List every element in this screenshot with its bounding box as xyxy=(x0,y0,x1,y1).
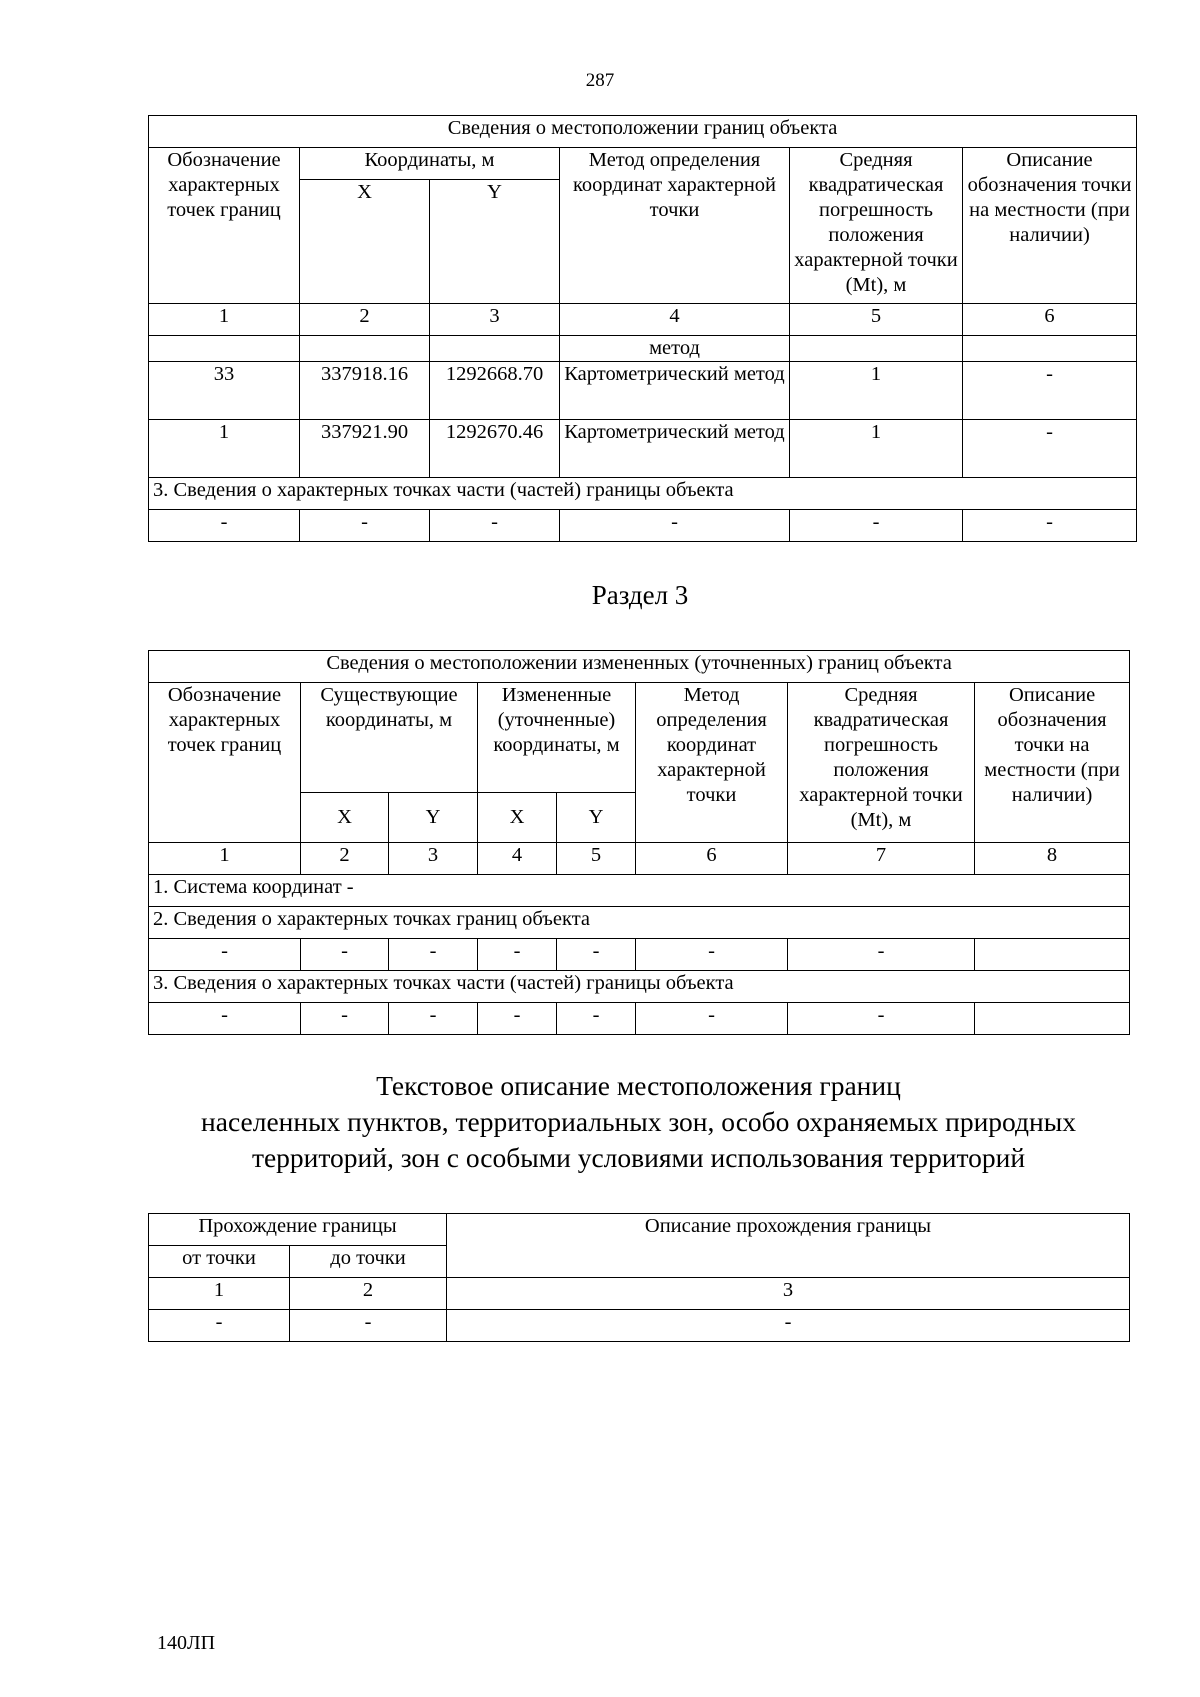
table-cell: - xyxy=(557,939,636,971)
table-cell: - xyxy=(301,939,389,971)
table-cell xyxy=(300,336,430,362)
description: - xyxy=(963,362,1137,420)
table-cell xyxy=(963,336,1137,362)
header-changed-y: Y xyxy=(557,793,636,843)
header-designation: Обозначение характерных точек границ xyxy=(149,148,300,304)
table-row xyxy=(149,362,1137,420)
title-line: Текстовое описание местоположения границ xyxy=(376,1070,901,1101)
column-number: 5 xyxy=(557,843,636,875)
table-cell: - xyxy=(430,510,560,542)
header-changed-coordinates: Измененные (уточненные) координаты, м xyxy=(478,683,636,793)
table-cell: - xyxy=(788,1003,975,1035)
error: 1 xyxy=(790,362,963,420)
table-row xyxy=(149,939,1130,971)
changed-boundary-table xyxy=(148,650,1130,1035)
table-cell: - xyxy=(149,510,300,542)
table-cell: - xyxy=(300,510,430,542)
column-number: 3 xyxy=(430,304,560,336)
section-row-part-points: 3. Сведения о характерных точках части (частей) границы объекта xyxy=(149,478,1137,510)
column-number: 1 xyxy=(149,1278,290,1310)
column-number: 1 xyxy=(149,843,301,875)
header-existing-y: Y xyxy=(389,793,478,843)
header-to-point: до точки xyxy=(290,1246,447,1278)
text-description-title xyxy=(148,1068,1129,1176)
coord-y: 1292668.70 xyxy=(430,362,560,420)
table-cell: - xyxy=(790,510,963,542)
column-number: 3 xyxy=(447,1278,1130,1310)
error: 1 xyxy=(790,420,963,478)
table-cell: - xyxy=(301,1003,389,1035)
page-number: 287 xyxy=(585,70,615,91)
table-cell: - xyxy=(557,1003,636,1035)
column-number-row xyxy=(149,1278,1130,1310)
point-id: 1 xyxy=(149,420,300,478)
table-cell: - xyxy=(788,939,975,971)
header-x: X xyxy=(300,180,430,304)
table-cell: - xyxy=(636,939,788,971)
table-cell: - xyxy=(636,1003,788,1035)
column-number: 2 xyxy=(290,1278,447,1310)
table-cell: - xyxy=(389,1003,478,1035)
table-row xyxy=(149,336,1137,362)
coord-x: 337921.90 xyxy=(300,420,430,478)
table-row xyxy=(149,510,1137,542)
header-passage-description: Описание прохождения границы xyxy=(447,1214,1130,1278)
header-description: Описание обозначения точки на местности (при наличии) xyxy=(963,148,1137,304)
section-row-part-points: 3. Сведения о характерных точках части (частей) границы объекта xyxy=(149,971,1130,1003)
table-cell: - xyxy=(478,939,557,971)
table-cell: метод xyxy=(560,336,790,362)
table-cell: - xyxy=(389,939,478,971)
column-number: 1 xyxy=(149,304,300,336)
column-number: 2 xyxy=(300,304,430,336)
method: Картометрический метод xyxy=(560,420,790,478)
table-cell xyxy=(790,336,963,362)
column-number: 3 xyxy=(389,843,478,875)
method: Картометрический метод xyxy=(560,362,790,420)
column-number: 7 xyxy=(788,843,975,875)
section-title: Раздел 3 xyxy=(591,580,689,610)
column-number: 6 xyxy=(963,304,1137,336)
header-y: Y xyxy=(430,180,560,304)
table-cell xyxy=(149,336,300,362)
table-row xyxy=(149,1310,1130,1342)
boundary-passage-table xyxy=(148,1213,1130,1342)
header-changed-x: X xyxy=(478,793,557,843)
title-line: территорий, зон с особыми условиями использования территорий xyxy=(251,1142,1026,1173)
table-cell: - xyxy=(149,939,301,971)
column-number-row xyxy=(149,843,1130,875)
column-number: 4 xyxy=(560,304,790,336)
column-number: 6 xyxy=(636,843,788,875)
table-cell: - xyxy=(478,1003,557,1035)
coord-x: 337918.16 xyxy=(300,362,430,420)
header-from-point: от точки xyxy=(149,1246,290,1278)
table-cell: - xyxy=(290,1310,447,1342)
table-cell: - xyxy=(149,1003,301,1035)
header-coordinates: Координаты, м xyxy=(300,148,560,180)
title-line: населенных пунктов, территориальных зон, особо охраняемых природных xyxy=(201,1106,1076,1137)
column-number-row xyxy=(149,304,1137,336)
description: - xyxy=(963,420,1137,478)
header-error: Средняя квадратическая погрешность положения характерной точки (Mt), м xyxy=(788,683,975,843)
column-number: 8 xyxy=(975,843,1130,875)
header-method: Метод определения координат характерной точки xyxy=(636,683,788,843)
header-existing-coordinates: Существующие координаты, м xyxy=(301,683,478,793)
section-row-coordinate-system: 1. Система координат - xyxy=(149,875,1130,907)
column-number: 4 xyxy=(478,843,557,875)
table-row xyxy=(149,1003,1130,1035)
point-id: 33 xyxy=(149,362,300,420)
boundary-location-table xyxy=(148,115,1137,542)
header-passage: Прохождение границы xyxy=(149,1214,447,1246)
header-designation: Обозначение характерных точек границ xyxy=(149,683,301,843)
column-number: 5 xyxy=(790,304,963,336)
header-method: Метод определения координат характерной точки xyxy=(560,148,790,304)
column-number: 2 xyxy=(301,843,389,875)
table-cell xyxy=(430,336,560,362)
table-row xyxy=(149,420,1137,478)
table-cell: - xyxy=(963,510,1137,542)
header-error: Средняя квадратическая погрешность положения характерной точки (Mt), м xyxy=(790,148,963,304)
coord-y: 1292670.46 xyxy=(430,420,560,478)
table-caption: Сведения о местоположении границ объекта xyxy=(149,116,1137,148)
table-cell: - xyxy=(447,1310,1130,1342)
table-cell xyxy=(975,1003,1130,1035)
section-row-boundary-points: 2. Сведения о характерных точках границ объекта xyxy=(149,907,1130,939)
table-cell xyxy=(975,939,1130,971)
footer-code: 140ЛП xyxy=(157,1632,216,1654)
table-cell: - xyxy=(560,510,790,542)
header-existing-x: X xyxy=(301,793,389,843)
table-cell: - xyxy=(149,1310,290,1342)
header-description: Описание обозначения точки на местности (при наличии) xyxy=(975,683,1130,843)
table-caption: Сведения о местоположении измененных (уточненных) границ объекта xyxy=(149,651,1130,683)
